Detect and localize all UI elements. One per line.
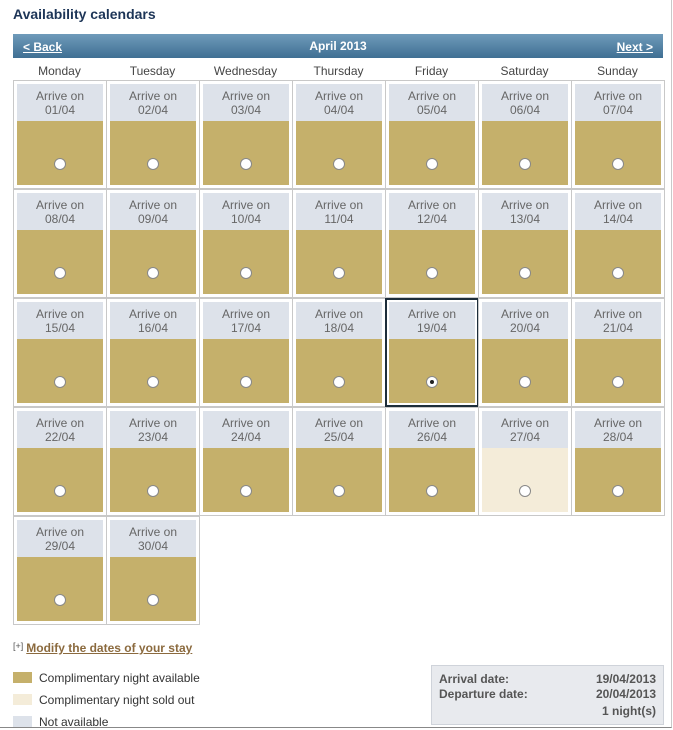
- arrive-on-label: [110, 84, 196, 121]
- arrival-date-radio[interactable]: [519, 485, 531, 497]
- month-navigation-bar: [13, 34, 663, 58]
- arrival-date-radio[interactable]: [612, 267, 624, 279]
- availability-fill: [203, 121, 289, 185]
- arrive-on-date: 05/04: [416, 103, 448, 117]
- arrive-on-date: 17/04: [230, 321, 262, 335]
- arrive-on-date: 15/04: [44, 321, 76, 335]
- arrive-on-prefix: Arrive on: [500, 89, 550, 103]
- calendar-day-cell[interactable]: [385, 80, 479, 189]
- availability-fill: [17, 339, 103, 403]
- arrive-on-prefix: Arrive on: [128, 307, 178, 321]
- calendar-day-cell[interactable]: [106, 407, 200, 516]
- weekday-tuesday: Tuesday: [129, 64, 176, 78]
- arrive-on-date: 24/04: [230, 430, 262, 444]
- calendar-day-cell[interactable]: [13, 80, 107, 189]
- arrive-on-prefix: Arrive on: [593, 198, 643, 212]
- arrive-on-label: [17, 411, 103, 448]
- arrive-on-label: [17, 193, 103, 230]
- arrive-on-date: 04/04: [323, 103, 355, 117]
- availability-fill: [389, 339, 475, 403]
- arrival-date-radio[interactable]: [426, 267, 438, 279]
- arrive-on-label: [296, 193, 382, 230]
- arrive-on-date: 01/04: [44, 103, 76, 117]
- arrive-on-date: 11/04: [324, 212, 354, 226]
- arrive-on-date: 12/04: [416, 212, 448, 226]
- calendar-day-cell[interactable]: [106, 516, 200, 625]
- legend-label: Not available: [39, 715, 109, 729]
- calendar-day-cell[interactable]: [478, 298, 572, 407]
- arrive-on-prefix: Arrive on: [35, 198, 85, 212]
- arrive-on-label: [389, 193, 475, 230]
- calendar-day-cell[interactable]: [385, 407, 479, 516]
- arrival-date-radio[interactable]: [333, 376, 345, 388]
- availability-fill: [110, 230, 196, 294]
- arrive-on-date: 20/04: [509, 321, 541, 335]
- legend-swatch-available: [13, 672, 32, 683]
- stay-summary: [431, 665, 664, 725]
- arrive-on-label: [575, 411, 661, 448]
- availability-fill: [482, 448, 568, 512]
- arrival-date-radio[interactable]: [519, 158, 531, 170]
- arrive-on-date: 06/04: [509, 103, 541, 117]
- arrival-date-radio[interactable]: [426, 376, 438, 388]
- arrive-on-date: 14/04: [602, 212, 634, 226]
- nights-count: 1 night(s): [602, 704, 656, 718]
- arrive-on-label: [482, 193, 568, 230]
- weekday-header: [13, 64, 663, 80]
- legend-swatch-sold-out: [13, 694, 32, 705]
- arrive-on-prefix: Arrive on: [35, 525, 85, 539]
- arrive-on-label: [296, 84, 382, 121]
- calendar-day-cell[interactable]: [106, 298, 200, 407]
- arrive-on-label: [203, 302, 289, 339]
- arrive-on-label: [110, 302, 196, 339]
- arrive-on-prefix: Arrive on: [221, 198, 271, 212]
- arrival-date-radio[interactable]: [240, 485, 252, 497]
- page-title: Availability calendars: [13, 6, 156, 22]
- arrive-on-label: [296, 302, 382, 339]
- calendar-day-cell[interactable]: [571, 80, 665, 189]
- availability-fill: [110, 121, 196, 185]
- arrive-on-prefix: Arrive on: [593, 89, 643, 103]
- arrive-on-prefix: Arrive on: [128, 416, 178, 430]
- arrive-on-label: [17, 84, 103, 121]
- arrive-on-date: 30/04: [137, 539, 169, 553]
- calendar-day-cell[interactable]: [385, 298, 479, 407]
- availability-fill: [203, 339, 289, 403]
- arrival-date-radio[interactable]: [519, 267, 531, 279]
- arrive-on-label: [575, 302, 661, 339]
- arrival-date-radio[interactable]: [240, 376, 252, 388]
- arrival-date-radio[interactable]: [426, 485, 438, 497]
- calendar-day-cell[interactable]: [199, 80, 293, 189]
- arrival-date-value: 19/04/2013: [595, 672, 656, 686]
- calendar-day-cell[interactable]: [478, 407, 572, 516]
- arrive-on-label: [17, 520, 103, 557]
- month-title: April 2013: [309, 39, 367, 53]
- arrival-date-radio[interactable]: [54, 594, 66, 606]
- arrive-on-prefix: Arrive on: [128, 525, 178, 539]
- arrive-on-date: 09/04: [137, 212, 169, 226]
- availability-fill: [203, 230, 289, 294]
- arrival-date-radio[interactable]: [54, 376, 66, 388]
- arrive-on-prefix: Arrive on: [500, 307, 550, 321]
- calendar-day-cell[interactable]: [571, 407, 665, 516]
- arrival-date-radio[interactable]: [147, 594, 159, 606]
- arrive-on-label: [575, 84, 661, 121]
- arrive-on-prefix: Arrive on: [35, 89, 85, 103]
- arrival-date-radio[interactable]: [147, 485, 159, 497]
- availability-fill: [296, 121, 382, 185]
- arrive-on-label: [575, 193, 661, 230]
- calendar-day-cell[interactable]: [106, 189, 200, 298]
- calendar-day-cell[interactable]: [571, 298, 665, 407]
- arrive-on-date: 28/04: [602, 430, 634, 444]
- arrive-on-prefix: Arrive on: [35, 307, 85, 321]
- arrival-date-radio[interactable]: [147, 376, 159, 388]
- weekday-thursday: Thursday: [313, 64, 364, 78]
- availability-fill: [296, 448, 382, 512]
- arrive-on-label: [296, 411, 382, 448]
- availability-fill: [389, 448, 475, 512]
- calendar-day-cell[interactable]: [478, 189, 572, 298]
- arrive-on-label: [389, 302, 475, 339]
- modify-dates-link[interactable]: Modify the dates of your stay: [26, 641, 193, 655]
- calendar-day-cell[interactable]: [292, 298, 386, 407]
- calendar-day-cell[interactable]: [385, 189, 479, 298]
- arrive-on-prefix: Arrive on: [314, 416, 364, 430]
- arrive-on-date: 13/04: [509, 212, 541, 226]
- arrive-on-prefix: Arrive on: [314, 89, 364, 103]
- availability-fill: [482, 339, 568, 403]
- arrive-on-date: 22/04: [44, 430, 76, 444]
- arrival-date-radio[interactable]: [333, 267, 345, 279]
- arrive-on-date: 25/04: [323, 430, 355, 444]
- arrive-on-prefix: Arrive on: [593, 416, 643, 430]
- calendar-day-cell[interactable]: [13, 407, 107, 516]
- availability-fill: [482, 230, 568, 294]
- back-link[interactable]: < Back: [23, 40, 63, 54]
- availability-fill: [296, 339, 382, 403]
- availability-fill: [575, 448, 661, 512]
- arrival-date-radio[interactable]: [612, 376, 624, 388]
- arrive-on-prefix: Arrive on: [221, 416, 271, 430]
- arrival-date-radio[interactable]: [54, 158, 66, 170]
- arrive-on-date: 21/04: [602, 321, 634, 335]
- arrive-on-label: [482, 302, 568, 339]
- arrival-date-radio[interactable]: [333, 158, 345, 170]
- arrive-on-date: 10/04: [230, 212, 262, 226]
- arrival-date-label: Arrival date:: [439, 672, 510, 686]
- arrive-on-label: [110, 520, 196, 557]
- arrive-on-date: 27/04: [509, 430, 541, 444]
- calendar-day-cell[interactable]: [478, 80, 572, 189]
- arrival-date-radio[interactable]: [519, 376, 531, 388]
- calendar-day-cell[interactable]: [199, 298, 293, 407]
- availability-fill: [203, 448, 289, 512]
- legend-label: Complimentary night sold out: [39, 693, 195, 707]
- weekday-monday: Monday: [38, 64, 81, 78]
- arrive-on-prefix: Arrive on: [128, 89, 178, 103]
- arrive-on-label: [389, 411, 475, 448]
- arrive-on-prefix: Arrive on: [314, 307, 364, 321]
- arrival-date-radio[interactable]: [240, 158, 252, 170]
- arrive-on-label: [389, 84, 475, 121]
- modify-dates: [13, 641, 192, 655]
- arrival-date-radio[interactable]: [54, 485, 66, 497]
- arrive-on-date: 02/04: [137, 103, 169, 117]
- arrive-on-prefix: Arrive on: [221, 89, 271, 103]
- arrive-on-date: 03/04: [230, 103, 262, 117]
- availability-fill: [17, 230, 103, 294]
- arrive-on-date: 19/04: [416, 321, 448, 335]
- legend-label: Complimentary night available: [39, 671, 200, 685]
- arrive-on-prefix: Arrive on: [314, 198, 364, 212]
- arrival-date-radio[interactable]: [333, 485, 345, 497]
- availability-fill: [296, 230, 382, 294]
- availability-fill: [17, 121, 103, 185]
- calendar-day-cell[interactable]: [106, 80, 200, 189]
- calendar-day-cell[interactable]: [571, 189, 665, 298]
- arrival-date-radio[interactable]: [54, 267, 66, 279]
- departure-date-label: Departure date:: [439, 687, 528, 701]
- arrive-on-label: [203, 193, 289, 230]
- arrive-on-date: 08/04: [44, 212, 76, 226]
- arrive-on-label: [203, 411, 289, 448]
- calendar-day-cell[interactable]: [292, 80, 386, 189]
- availability-fill: [17, 557, 103, 621]
- availability-fill: [389, 121, 475, 185]
- arrive-on-label: [203, 84, 289, 121]
- availability-fill: [110, 339, 196, 403]
- weekday-sunday: Sunday: [597, 64, 638, 78]
- arrive-on-prefix: Arrive on: [35, 416, 85, 430]
- calendar-day-cell[interactable]: [199, 189, 293, 298]
- expand-toggle[interactable]: [+]: [13, 641, 24, 651]
- arrive-on-date: 26/04: [416, 430, 448, 444]
- arrive-on-prefix: Arrive on: [221, 307, 271, 321]
- availability-fill: [389, 230, 475, 294]
- availability-fill: [575, 339, 661, 403]
- calendar-day-cell[interactable]: [199, 407, 293, 516]
- arrive-on-prefix: Arrive on: [500, 198, 550, 212]
- availability-fill: [110, 557, 196, 621]
- arrive-on-prefix: Arrive on: [407, 198, 457, 212]
- arrive-on-prefix: Arrive on: [407, 89, 457, 103]
- availability-fill: [575, 230, 661, 294]
- arrival-date-radio[interactable]: [147, 158, 159, 170]
- calendar-day-cell[interactable]: [13, 189, 107, 298]
- arrive-on-date: 29/04: [44, 539, 76, 553]
- arrive-on-prefix: Arrive on: [593, 307, 643, 321]
- calendar-day-cell[interactable]: [13, 516, 107, 625]
- availability-fill: [110, 448, 196, 512]
- arrive-on-label: [110, 193, 196, 230]
- departure-date-value: 20/04/2013: [595, 687, 656, 701]
- arrival-date-radio[interactable]: [612, 158, 624, 170]
- arrival-date-radio[interactable]: [426, 158, 438, 170]
- availability-fill: [17, 448, 103, 512]
- arrive-on-prefix: Arrive on: [128, 198, 178, 212]
- arrive-on-prefix: Arrive on: [500, 416, 550, 430]
- calendar-day-cell[interactable]: [292, 189, 386, 298]
- calendar-day-cell[interactable]: [292, 407, 386, 516]
- arrive-on-label: [17, 302, 103, 339]
- availability-fill: [575, 121, 661, 185]
- arrive-on-label: [482, 84, 568, 121]
- arrival-date-radio[interactable]: [612, 485, 624, 497]
- arrive-on-date: 07/04: [602, 103, 634, 117]
- calendar-day-cell[interactable]: [13, 298, 107, 407]
- availability-fill: [482, 121, 568, 185]
- arrival-date-radio[interactable]: [240, 267, 252, 279]
- arrive-on-date: 18/04: [323, 321, 355, 335]
- arrive-on-date: 16/04: [137, 321, 169, 335]
- arrive-on-prefix: Arrive on: [407, 416, 457, 430]
- arrive-on-prefix: Arrive on: [407, 307, 457, 321]
- arrival-date-radio[interactable]: [147, 267, 159, 279]
- weekday-friday: Friday: [414, 64, 449, 78]
- arrive-on-label: [482, 411, 568, 448]
- legend-swatch-not-available: [13, 716, 32, 727]
- weekday-saturday: Saturday: [500, 64, 549, 78]
- next-link[interactable]: Next >: [616, 40, 653, 54]
- arrive-on-label: [110, 411, 196, 448]
- arrive-on-date: 23/04: [137, 430, 169, 444]
- weekday-wednesday: Wednesday: [213, 64, 278, 78]
